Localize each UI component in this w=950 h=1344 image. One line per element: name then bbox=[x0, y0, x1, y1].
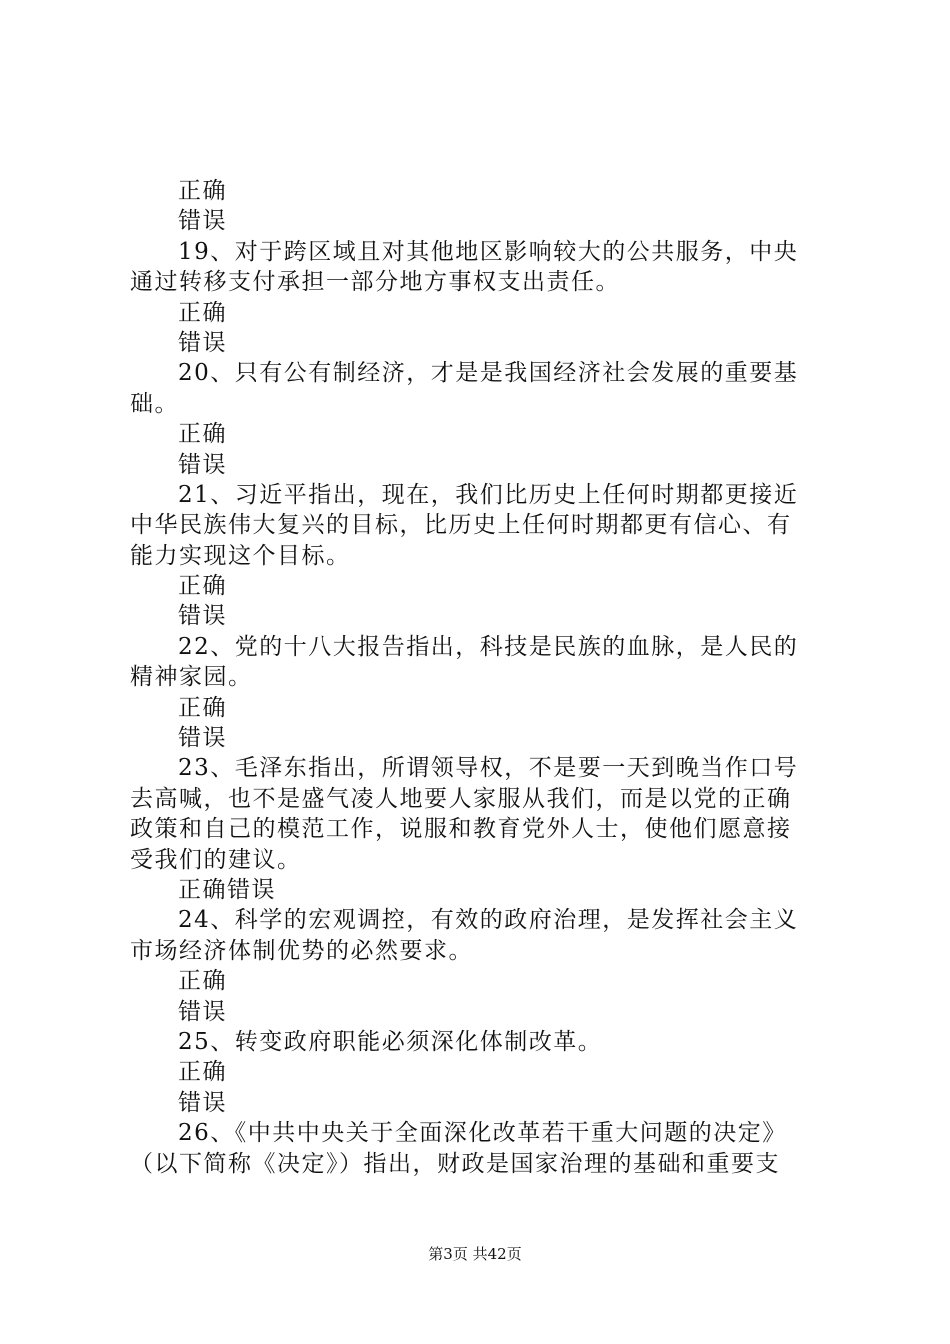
text-line: 24、科学的宏观调控，有效的政府治理，是发挥社会主义 bbox=[178, 907, 799, 934]
text-line: 错误 bbox=[178, 1089, 227, 1116]
text-line: 础。 bbox=[130, 390, 179, 417]
text-line: 正确错误 bbox=[178, 876, 276, 903]
text-line: 正确 bbox=[178, 299, 227, 326]
text-line: 错误 bbox=[178, 208, 227, 235]
text-line: 23、毛泽东指出，所谓领导权，不是要一天到晚当作口号 bbox=[178, 755, 799, 782]
text-line: 能力实现这个目标。 bbox=[130, 542, 351, 569]
text-line: 错误 bbox=[178, 603, 227, 630]
text-line: 政策和自己的模范工作，说服和教育党外人士，使他们愿意接 bbox=[130, 816, 792, 843]
text-line: 正确 bbox=[178, 573, 227, 600]
text-line: 错误 bbox=[178, 329, 227, 356]
document-body bbox=[130, 176, 830, 1179]
text-line: 21、习近平指出，现在，我们比历史上任何时期都更接近 bbox=[178, 481, 799, 508]
text-line: 25、转变政府职能必须深化体制改革。 bbox=[178, 1028, 603, 1055]
text-line: 市场经济体制优势的必然要求。 bbox=[130, 937, 473, 964]
text-line: 精神家园。 bbox=[130, 664, 253, 691]
text-line: 错误 bbox=[178, 998, 227, 1025]
text-line: 19、对于跨区域且对其他地区影响较大的公共服务，中央 bbox=[178, 238, 799, 265]
text-line: 错误 bbox=[178, 451, 227, 478]
page-footer: 第3页 共42页 bbox=[428, 1245, 522, 1263]
text-line: （以下简称《决定》）指出，财政是国家治理的基础和重要支 bbox=[130, 1150, 780, 1177]
text-line: 正确 bbox=[178, 968, 227, 995]
text-line: 26、《中共中央关于全面深化改革若干重大问题的决定》 bbox=[178, 1120, 787, 1147]
text-line: 正确 bbox=[178, 421, 227, 448]
text-line: 正确 bbox=[178, 694, 227, 721]
text-line: 正确 bbox=[178, 178, 227, 204]
text-line: 20、只有公有制经济，才是是我国经济社会发展的重要基 bbox=[178, 360, 799, 387]
text-line: 通过转移支付承担一部分地方事权支出责任。 bbox=[130, 269, 620, 296]
text-line: 中华民族伟大复兴的目标，比历史上任何时期都更有信心、有 bbox=[130, 512, 792, 539]
text-line: 错误 bbox=[178, 725, 227, 752]
text-line: 去高喊，也不是盛气凌人地要人家服从我们，而是以党的正确 bbox=[130, 785, 792, 812]
text-line: 22、党的十八大报告指出，科技是民族的血脉，是人民的 bbox=[178, 633, 799, 660]
text-line: 受我们的建议。 bbox=[130, 846, 302, 873]
text-line: 正确 bbox=[178, 1059, 227, 1086]
